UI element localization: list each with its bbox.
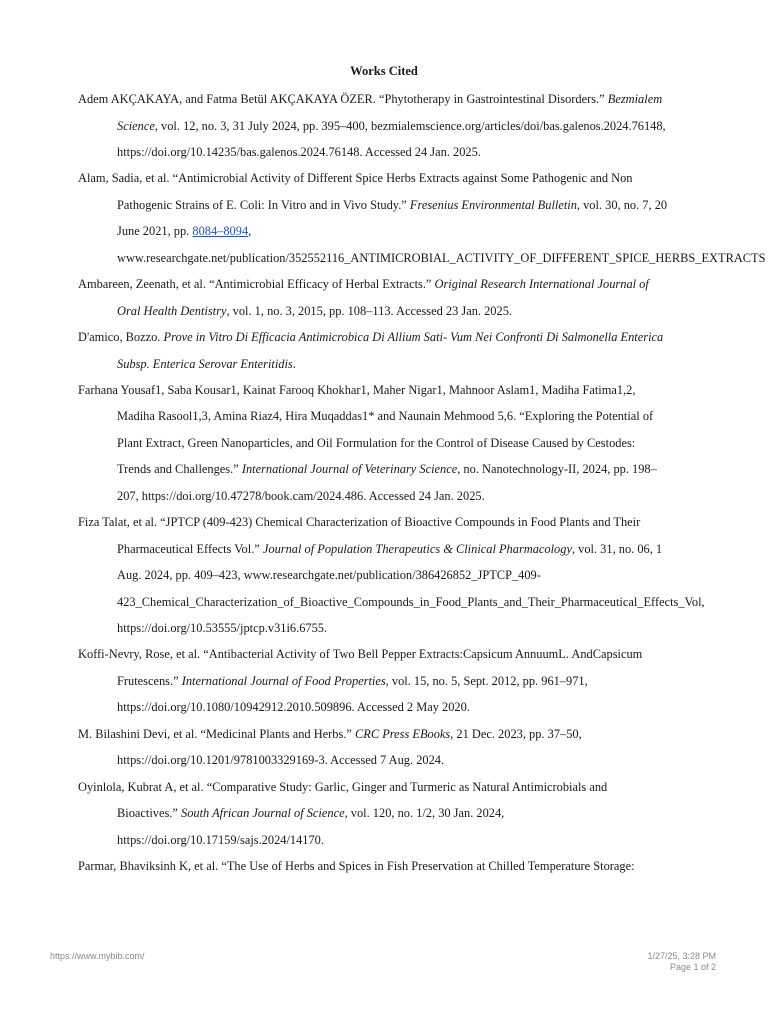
citation-text: Frutescens.” <box>117 673 182 688</box>
citation-first-line <box>78 726 582 742</box>
citation-continuation-line <box>117 594 705 610</box>
citation-text: D'amico, Bozzo. <box>78 330 164 344</box>
citation-text: https://doi.org/10.53555/jptcp.v31i6.6755. <box>117 621 328 635</box>
citation-text: Fiza Talat, et al. “JPTCP (409-423) Chemical Characterization of Bioactive Compounds in Food Plants and Their <box>78 515 641 530</box>
citation-continuation-line <box>117 567 696 583</box>
citation-first-line <box>78 91 662 107</box>
citation-text: Oyinlola, Kubrat A, et al. “Comparative Study: Garlic, Ginger and Turmeric as Natural Antimicrobials and <box>78 779 608 794</box>
citation-text: Aug. 2024, pp. 409–423, www.researchgate.net/publication/386426852_JPTCP_409- <box>117 568 541 583</box>
citation-italic-title: Bezmialem <box>607 92 663 106</box>
citation-continuation-line <box>117 435 696 451</box>
citation-text: Parmar, Bhaviksinh K, et al. “The Use of Herbs and Spices in Fish Preservation at Chilled Temperature Storage: <box>78 859 635 873</box>
citation-continuation-line <box>117 303 696 319</box>
citation-continuation-line <box>117 673 696 689</box>
citation-text: https://doi.org/10.1080/10942912.2010.509896. Accessed 2 May 2020. <box>117 700 470 715</box>
citation-text: 423_Chemical_Characterization_of_Bioactive_Compounds_in_Food_Plants_and_Their_Pharmaceutical_Effects_Vol, <box>117 594 705 609</box>
citation-text: Alam, Sadia, et al. “Antimicrobial Activity of Different Spice Herbs Extracts against Some Pathogenic and Non <box>78 171 633 186</box>
citation-text: . <box>292 356 296 371</box>
citation-text: Plant Extract, Green Nanoparticles, and Oil Formulation for the Control of Disease Caused by Cestodes: <box>117 435 636 450</box>
citation-continuation-line <box>117 805 696 821</box>
citation-text: , 21 Dec. 2023, pp. 37–50, <box>450 726 582 741</box>
citation-continuation-line <box>117 752 696 768</box>
page-title: Works Cited <box>350 64 418 78</box>
citation-text: , vol. 120, no. 1/2, 30 Jan. 2024, <box>344 806 505 821</box>
citation-continuation-line <box>117 408 696 424</box>
citation-italic-title: Subsp. Enterica Serovar Enteritidis <box>117 356 293 371</box>
citation-text: Trends and Challenges.” <box>117 462 242 477</box>
citation-text: Adem AKÇAKAYA, and Fatma Betül AKÇAKAYA ÖZER. “Phytotherapy in Gastrointestinal Disorders.” <box>78 92 608 106</box>
footer-page-number: Page 1 of 2 <box>669 962 716 972</box>
citation-continuation-line <box>117 197 696 213</box>
citation-italic-title: Original Research International Journal of <box>434 277 649 292</box>
citation-continuation-line <box>117 144 696 160</box>
citation-text: Madiha Rasool1,3, Amina Riaz4, Hira Muqaddas1* and Naunain Mehmood 5,6. “Exploring the Potential of <box>117 409 654 424</box>
citation-italic-title: South African Journal of Science <box>181 806 345 821</box>
footer-datetime: 1/27/25, 3:28 PM <box>647 951 716 961</box>
citation-italic-title: Fresenius Environmental Bulletin <box>409 197 577 212</box>
citation-text: June 2021, pp. <box>117 224 193 239</box>
citation-continuation-line <box>117 250 766 266</box>
citation-text: , vol. 12, no. 3, 31 July 2024, pp. 395–400, bezmialemscience.org/articles/doi/bas.galenos.2024.76148, <box>154 118 666 133</box>
citation-page-link[interactable]: 8084–8094 <box>192 224 249 239</box>
citation-text: , <box>248 224 252 239</box>
citation-continuation-line <box>117 118 696 134</box>
citation-italic-title: International Journal of Food Properties <box>181 673 386 688</box>
citation-continuation-line <box>117 223 696 239</box>
citation-italic-title: International Journal of Veterinary Science <box>241 462 458 477</box>
citation-text: Pathogenic Strains of E. Coli: In Vitro and in Vivo Study.” <box>117 197 410 212</box>
citation-italic-title: Oral Health Dentistry <box>117 303 227 318</box>
citation-text: Pharmaceutical Effects Vol.” <box>117 541 263 556</box>
citation-first-line <box>78 329 663 345</box>
citation-text: M. Bilashini Devi, et al. “Medicinal Plants and Herbs.” <box>78 726 356 741</box>
citation-continuation-line <box>117 461 696 477</box>
citation-first-line <box>78 382 635 398</box>
citation-text: Farhana Yousaf1, Saba Kousar1, Kainat Farooq Khokhar1, Maher Nigar1, Mahnoor Aslam1, Madiha Fatima1,2, <box>78 382 636 397</box>
citation-text: , no. Nanotechnology-II, 2024, pp. 198– <box>457 462 657 477</box>
citation-continuation-line <box>117 832 696 848</box>
citation-first-line <box>78 170 632 186</box>
citation-first-line <box>78 646 642 662</box>
citation-text: , vol. 31, no. 06, 1 <box>571 541 663 556</box>
citation-text: Ambareen, Zeenath, et al. “Antimicrobial Efficacy of Herbal Extracts.” <box>78 277 435 292</box>
citation-first-line <box>78 779 607 795</box>
footer-url: https://www.mybib.com/ <box>50 951 145 961</box>
citation-italic-title: Journal of Population Therapeutics & Clinical Pharmacology <box>262 541 572 556</box>
citation-italic-title: Prove in Vitro Di Efficacia Antimicrobica Di Allium Sati- Vum Nei Confronti Di Salmonella Enterica <box>163 330 664 344</box>
citation-text: , vol. 1, no. 3, 2015, pp. 108–113. Accessed 23 Jan. 2025. <box>226 303 512 318</box>
citation-text: , vol. 15, no. 5, Sept. 2012, pp. 961–971, <box>385 673 588 688</box>
footer-meta <box>647 951 716 973</box>
citation-continuation-line <box>117 541 696 557</box>
citation-text: https://doi.org/10.1201/9781003329169-3. Accessed 7 Aug. 2024. <box>117 753 445 768</box>
citation-first-line <box>78 858 635 874</box>
citation-italic-title: CRC Press EBooks <box>355 726 451 741</box>
citation-continuation-line <box>117 356 696 372</box>
citation-first-line <box>78 276 649 292</box>
citation-text: https://doi.org/10.14235/bas.galenos.2024.76148. Accessed 24 Jan. 2025. <box>117 144 481 159</box>
citation-continuation-line <box>117 699 696 715</box>
citation-text: 207, https://doi.org/10.47278/book.cam/2024.486. Accessed 24 Jan. 2025. <box>117 488 485 503</box>
citation-italic-title: Science <box>117 118 155 133</box>
citation-continuation-line <box>117 488 696 504</box>
citation-text: Koffi-Nevry, Rose, et al. “Antibacterial Activity of Two Bell Pepper Extracts:Capsicum AnnuumL. AndCapsicum <box>78 647 643 662</box>
citation-text: www.researchgate.net/publication/352552116_ANTIMICROBIAL_ACTIVITY_OF_DIFFERENT_SPICE_HERBS_EXTRACTS <box>117 250 766 265</box>
citation-text: Bioactives.” <box>117 806 181 821</box>
citation-continuation-line <box>117 620 696 636</box>
citation-text: https://doi.org/10.17159/sajs.2024/14170. <box>117 832 324 847</box>
citation-first-line <box>78 514 640 530</box>
citation-text: , vol. 30, no. 7, 20 <box>576 197 668 212</box>
